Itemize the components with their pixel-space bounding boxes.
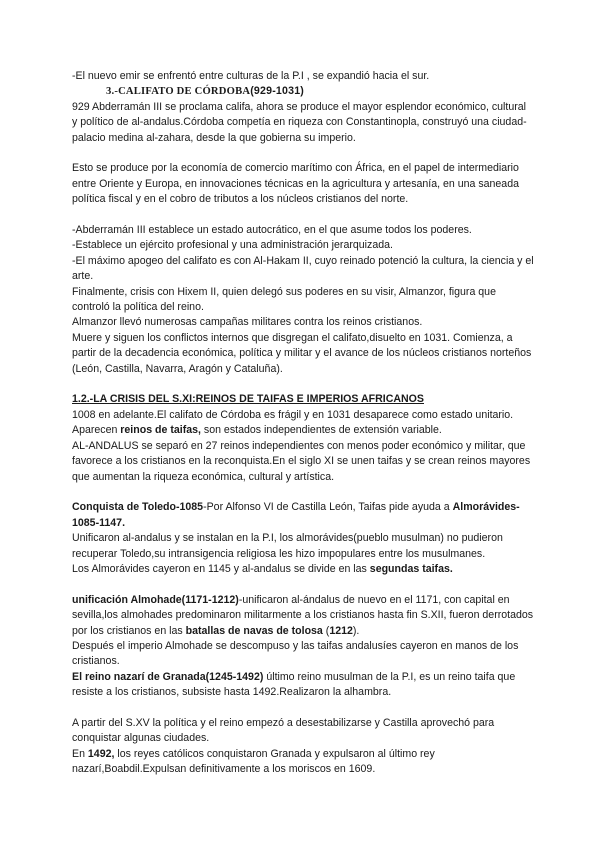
califato-point-alhakam: -El máximo apogeo del califato es con Al-Hakam II, cuyo reinado potenció la cultura, la ciencia y el arte. bbox=[72, 254, 534, 283]
taifas-appear: Aparecen reinos de taifas, son estados independientes de extensión variable. bbox=[72, 424, 442, 437]
califato-point-almanzor: Almanzor llevó numerosas campañas militares contra los reinos cristianos. bbox=[72, 316, 423, 329]
califato-point-autocratic: -Abderramán III establece un estado autocrático, en el que asume todos los poderes. bbox=[72, 224, 472, 237]
califato-point-army: -Establece un ejército profesional y una administración jerarquizada. bbox=[72, 239, 393, 252]
section-heading-taifas: 1.2.-LA CRISIS DEL S.XI:REINOS DE TAIFAS E IMPERIOS AFRICANOS bbox=[72, 393, 424, 406]
intro-line: -El nuevo emir se enfrentó entre culturas de la P.I , se expandió hacia el sur. bbox=[72, 70, 430, 82]
year-1212-bold: 1212 bbox=[329, 624, 353, 637]
almohade-decline: Después el imperio Almohade se descompuso y las taifas andalusíes cayeron en manos de los cristianos. bbox=[72, 639, 519, 668]
taifas-bold-term: reinos de taifas, bbox=[120, 424, 201, 437]
toledo-line: Conquista de Toledo-1085-Por Alfonso VI de Castilla León, Taifas pide ayuda a Almorávides-1085-1147. bbox=[72, 501, 520, 529]
castilla-paragraph: A partir del S.XV la política y el reino empezó a desestabilizarse y Castilla aprovechó para conquistar algunas ciudades. bbox=[72, 716, 495, 745]
almoravides-paragraph: Unificaron al-andalus y se instalan en la P.I, los almorávides(pueblo musulman) no pudieron recuperar Toledo,su intransigencia religiosa les hizo impopulares entre los musulmanes. bbox=[72, 532, 503, 560]
nazari-bold: El reino nazarí de Granada(1245-1492) bbox=[72, 670, 264, 683]
califato-point-disolucion: Muere y siguen los conflictos internos que disgregan el califato,disuelto en 1031. Comienza, a partir de la decadencia económica, política y militar y el avance de los núcleos cristianos norteños (León, Castilla, Navarra, Aragón y Cataluña). bbox=[72, 331, 532, 375]
granada-1492-paragraph: En 1492, los reyes católicos conquistaron Granada y expulsaron al último rey nazarí,Boabdil.Expulsan definitivamente a los moriscos en 1609. bbox=[72, 747, 435, 776]
nazari-paragraph: El reino nazarí de Granada(1245-1492) último reino musulman de la P.I, es un reino taifa que resiste a los cristianos, subsiste hasta 1492.Realizaron la alhambra. bbox=[72, 670, 516, 699]
califato-paragraph-2: Esto se produce por la economía de comercio marítimo con África, en el papel de intermediario entre Oriente y Europa, en innovaciones técnicas en la agricultura y artesanía, en una saneada política fiscal y en el cobro de tributos a los núcleos cristianos del norte. bbox=[72, 162, 519, 206]
toledo-bold: Conquista de Toledo-1085 bbox=[72, 501, 204, 514]
taifas-intro: 1008 en adelante.El califato de Córdoba es frágil y en 1031 desaparece como estado unitario. bbox=[72, 408, 514, 421]
almoravides-bold: Almorávides-1085-1147. bbox=[72, 501, 520, 529]
califato-heading-years: (929-1031) bbox=[250, 85, 305, 98]
document-page bbox=[72, 69, 534, 778]
califato-heading-title: 3.-CALIFATO DE CÓRDOBA bbox=[106, 86, 251, 98]
taifas-alandalus: AL-ANDALUS se separó en 27 reinos independientes con menos poder económico y militar, que favorece a los cristianos en la reconquista.En el siglo XI se unen taifas y se crean reinos mayores que aumentan la riqueza económica, cultural y artística. bbox=[72, 439, 531, 483]
year-1492-bold: 1492, bbox=[87, 747, 115, 760]
navas-tolosa-bold: batallas de navas de tolosa bbox=[185, 624, 323, 637]
almohade-bold: unificación Almohade(1171-1212) bbox=[72, 593, 239, 606]
califato-paragraph-1: 929 Abderramán III se proclama califa, ahora se produce el mayor esplendor económico, cultural y político de al-andalus.Córdoba competía en riqueza con Constantinopla, construyó una ciudad-palacio medina al-zahara, desde la que gobierna su imperio. bbox=[72, 100, 527, 144]
almoravides-fall: Los Almorávides cayeron en 1145 y al-andalus se divide en las segundas taifas. bbox=[72, 562, 453, 575]
califato-point-hixem: Finalmente, crisis con Hixem II, quien delegó sus poderes en su visir, Almanzor, figura que controló la política del reino. bbox=[72, 285, 496, 314]
almohade-paragraph: unificación Almohade(1171-1212)-unificaron al-ándalus de nuevo en el 1171, con capital en sevilla,los almohades predominaron militarmente a los cristianos hasta fin S.XII, fueron derrotados por los cristianos en las batallas de navas de tolosa (1212). bbox=[72, 593, 534, 637]
califato-heading bbox=[72, 84, 534, 99]
segundas-taifas-bold: segundas taifas. bbox=[369, 562, 453, 575]
